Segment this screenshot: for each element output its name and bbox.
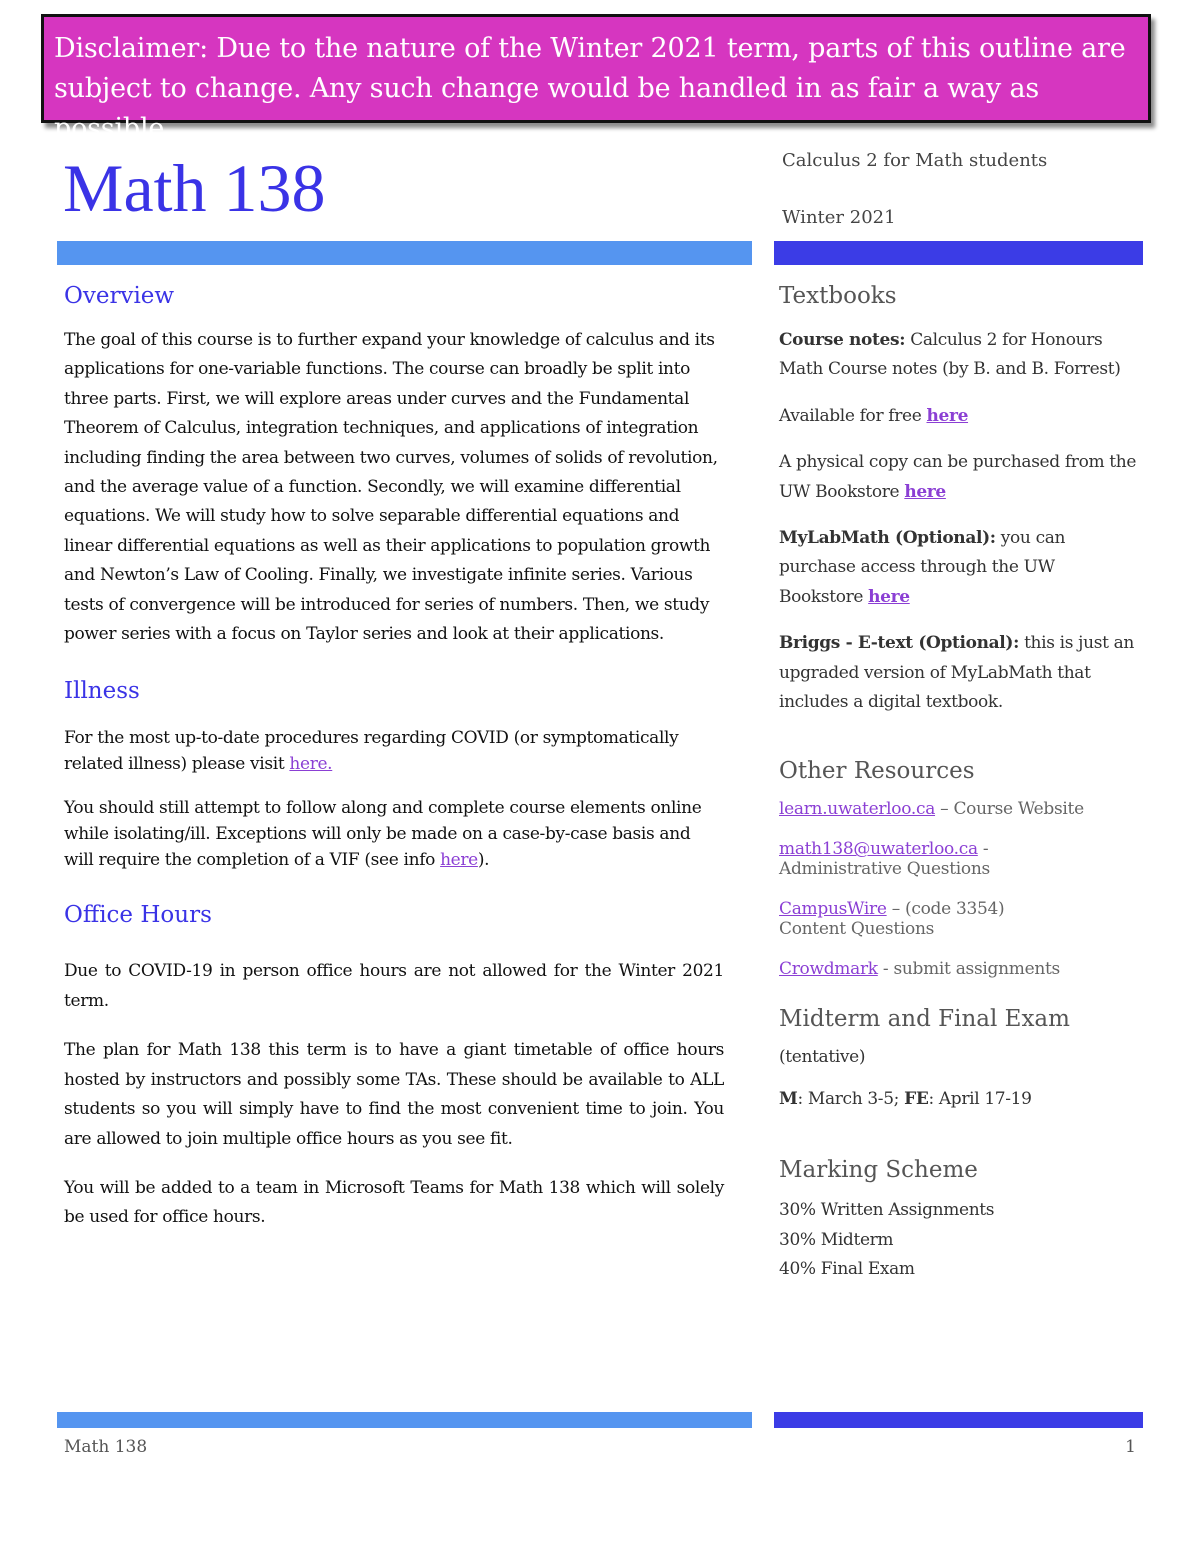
learn-link[interactable]: learn.uwaterloo.ca: [779, 799, 936, 820]
physical-copy-entry: [779, 448, 1139, 507]
disclaimer-text: Disclaimer: Due to the nature of the Winter 2021 term, parts of this outline are subject to change. Any such change would be handled in as fair a way as possible.: [54, 33, 1126, 144]
mylabmath-text: you can purchase access through the UW Bookstore: [779, 528, 1066, 607]
resource-item: [779, 839, 1139, 879]
midterm-label: M: [779, 1088, 798, 1109]
physical-copy-text: A physical copy can be purchased from the UW Bookstore: [779, 452, 1137, 502]
main-column: [64, 280, 724, 1233]
resource-item: [779, 959, 1139, 979]
course-notes-text: Calculus 2 for Honours Math Course notes (by B. and B. Forrest): [779, 330, 1121, 380]
course-term: Winter 2021: [782, 207, 896, 228]
footer-course-name: Math 138: [64, 1437, 148, 1457]
free-copy-text: Available for free: [779, 405, 927, 426]
free-notes-link[interactable]: here: [926, 405, 969, 426]
briggs-text: this is just an upgraded version of MyLabMath that includes a digital textbook.: [779, 633, 1134, 713]
resource-desc: – (code 3354): [886, 899, 1005, 920]
office-hours-paragraph-1: Due to COVID-19 in person office hours are not allowed for the Winter 2021 term.: [64, 961, 724, 1011]
course-notes-label: Course notes:: [779, 330, 906, 350]
mylabmath-link[interactable]: here: [868, 586, 910, 607]
illness-p2-text: You should still attempt to follow along and complete course elements online while isolating/ill. Exceptions will only be made on a case-by-case basis and will require the completion of a VIF (see info: [64, 798, 702, 871]
final-exam-label: FE: [904, 1088, 929, 1109]
campuswire-link[interactable]: CampusWire: [779, 899, 887, 920]
illness-paragraph-2: [64, 795, 724, 873]
free-copy-entry: [779, 402, 1139, 431]
overview-text: The goal of this course is to further expand your knowledge of calculus and its applications for one-variable functions. The course can broadly be split into three parts. First, we will explore areas under curves and the Fundamental Theorem of Calculus, integration techniques, and applications of integration including finding the area between two curves, volumes of solids of revolution, and the average value of a function. Secondly, we will examine differential equations. We will study how to solve separable differential equations and linear differential equations as well as their applications to population growth and Newton’s Law of Cooling. Finally, we investigate infinite series. Various tests of convergence will be introduced for series of numbers. Then, we study power series with a focus on Taylor series and look at their applications.: [64, 330, 718, 645]
sidebar-column: [779, 280, 1139, 1285]
course-notes-entry: [779, 326, 1139, 385]
final-exam-dates: : April 17-19: [928, 1088, 1032, 1109]
bookstore-link[interactable]: here: [904, 481, 946, 502]
office-hours-heading: Office Hours: [64, 902, 212, 929]
marking-item: 30% Midterm: [779, 1229, 894, 1250]
resource-item: [779, 799, 1139, 819]
resource-desc-line2: Content Questions: [779, 919, 935, 940]
header-divider-left: [57, 241, 752, 265]
disclaimer-banner: [41, 14, 1151, 144]
marking-scheme-heading: Marking Scheme: [779, 1157, 978, 1184]
exams-note: (tentative): [779, 1047, 866, 1068]
textbooks-heading: Textbooks: [779, 283, 897, 309]
illness-heading: Illness: [64, 678, 140, 705]
marking-item: 40% Final Exam: [779, 1259, 915, 1280]
marking-scheme-list: [779, 1196, 1139, 1284]
resource-list: [779, 799, 1139, 979]
briggs-entry: [779, 629, 1139, 717]
illness-paragraph-1: [64, 725, 724, 777]
office-hours-paragraph-2: The plan for Math 138 this term is to have a giant timetable of office hours hosted by instructors and possibly some TAs. These should be available to ALL students so you will simply have to find the most convenient time to join. You are allowed to join multiple office hours as you see fit.: [64, 1040, 724, 1149]
marking-item: 30% Written Assignments: [779, 1200, 995, 1221]
exams-heading: Midterm and Final Exam: [779, 1006, 1070, 1033]
resource-desc: - submit assignments: [877, 959, 1060, 980]
other-resources-heading: Other Resources: [779, 758, 975, 785]
footer-divider-right: [774, 1412, 1143, 1428]
midterm-dates: : March 3-5;: [797, 1088, 905, 1109]
crowdmark-link[interactable]: Crowdmark: [779, 959, 878, 980]
illness-p2-end: ).: [477, 850, 490, 871]
resource-desc: – Course Website: [935, 799, 1084, 820]
footer-divider-left: [57, 1412, 752, 1428]
course-subtitle: Calculus 2 for Math students: [782, 150, 1048, 171]
illness-procedures-link[interactable]: here.: [289, 754, 333, 775]
header-divider-right: [774, 241, 1143, 265]
resource-item: [779, 899, 1139, 939]
exam-dates: [779, 1085, 1139, 1114]
course-title: Math 138: [63, 150, 326, 226]
page-number: 1: [1125, 1437, 1136, 1457]
mylabmath-entry: [779, 524, 1139, 612]
email-link[interactable]: math138@uwaterloo.ca: [779, 839, 978, 860]
resource-desc-line2: Administrative Questions: [779, 859, 990, 880]
vif-info-link[interactable]: here: [440, 850, 478, 871]
resource-desc: -: [977, 839, 989, 860]
briggs-label: Briggs - E-text (Optional):: [779, 633, 1020, 654]
overview-heading: Overview: [64, 283, 175, 309]
illness-p1-text: For the most up-to-date procedures regarding COVID (or symptomatically related illness) please visit: [64, 728, 679, 775]
mylabmath-label: MyLabMath (Optional):: [779, 528, 996, 549]
office-hours-paragraph-3: You will be added to a team in Microsoft Teams for Math 138 which will solely be used for office hours.: [64, 1177, 724, 1228]
